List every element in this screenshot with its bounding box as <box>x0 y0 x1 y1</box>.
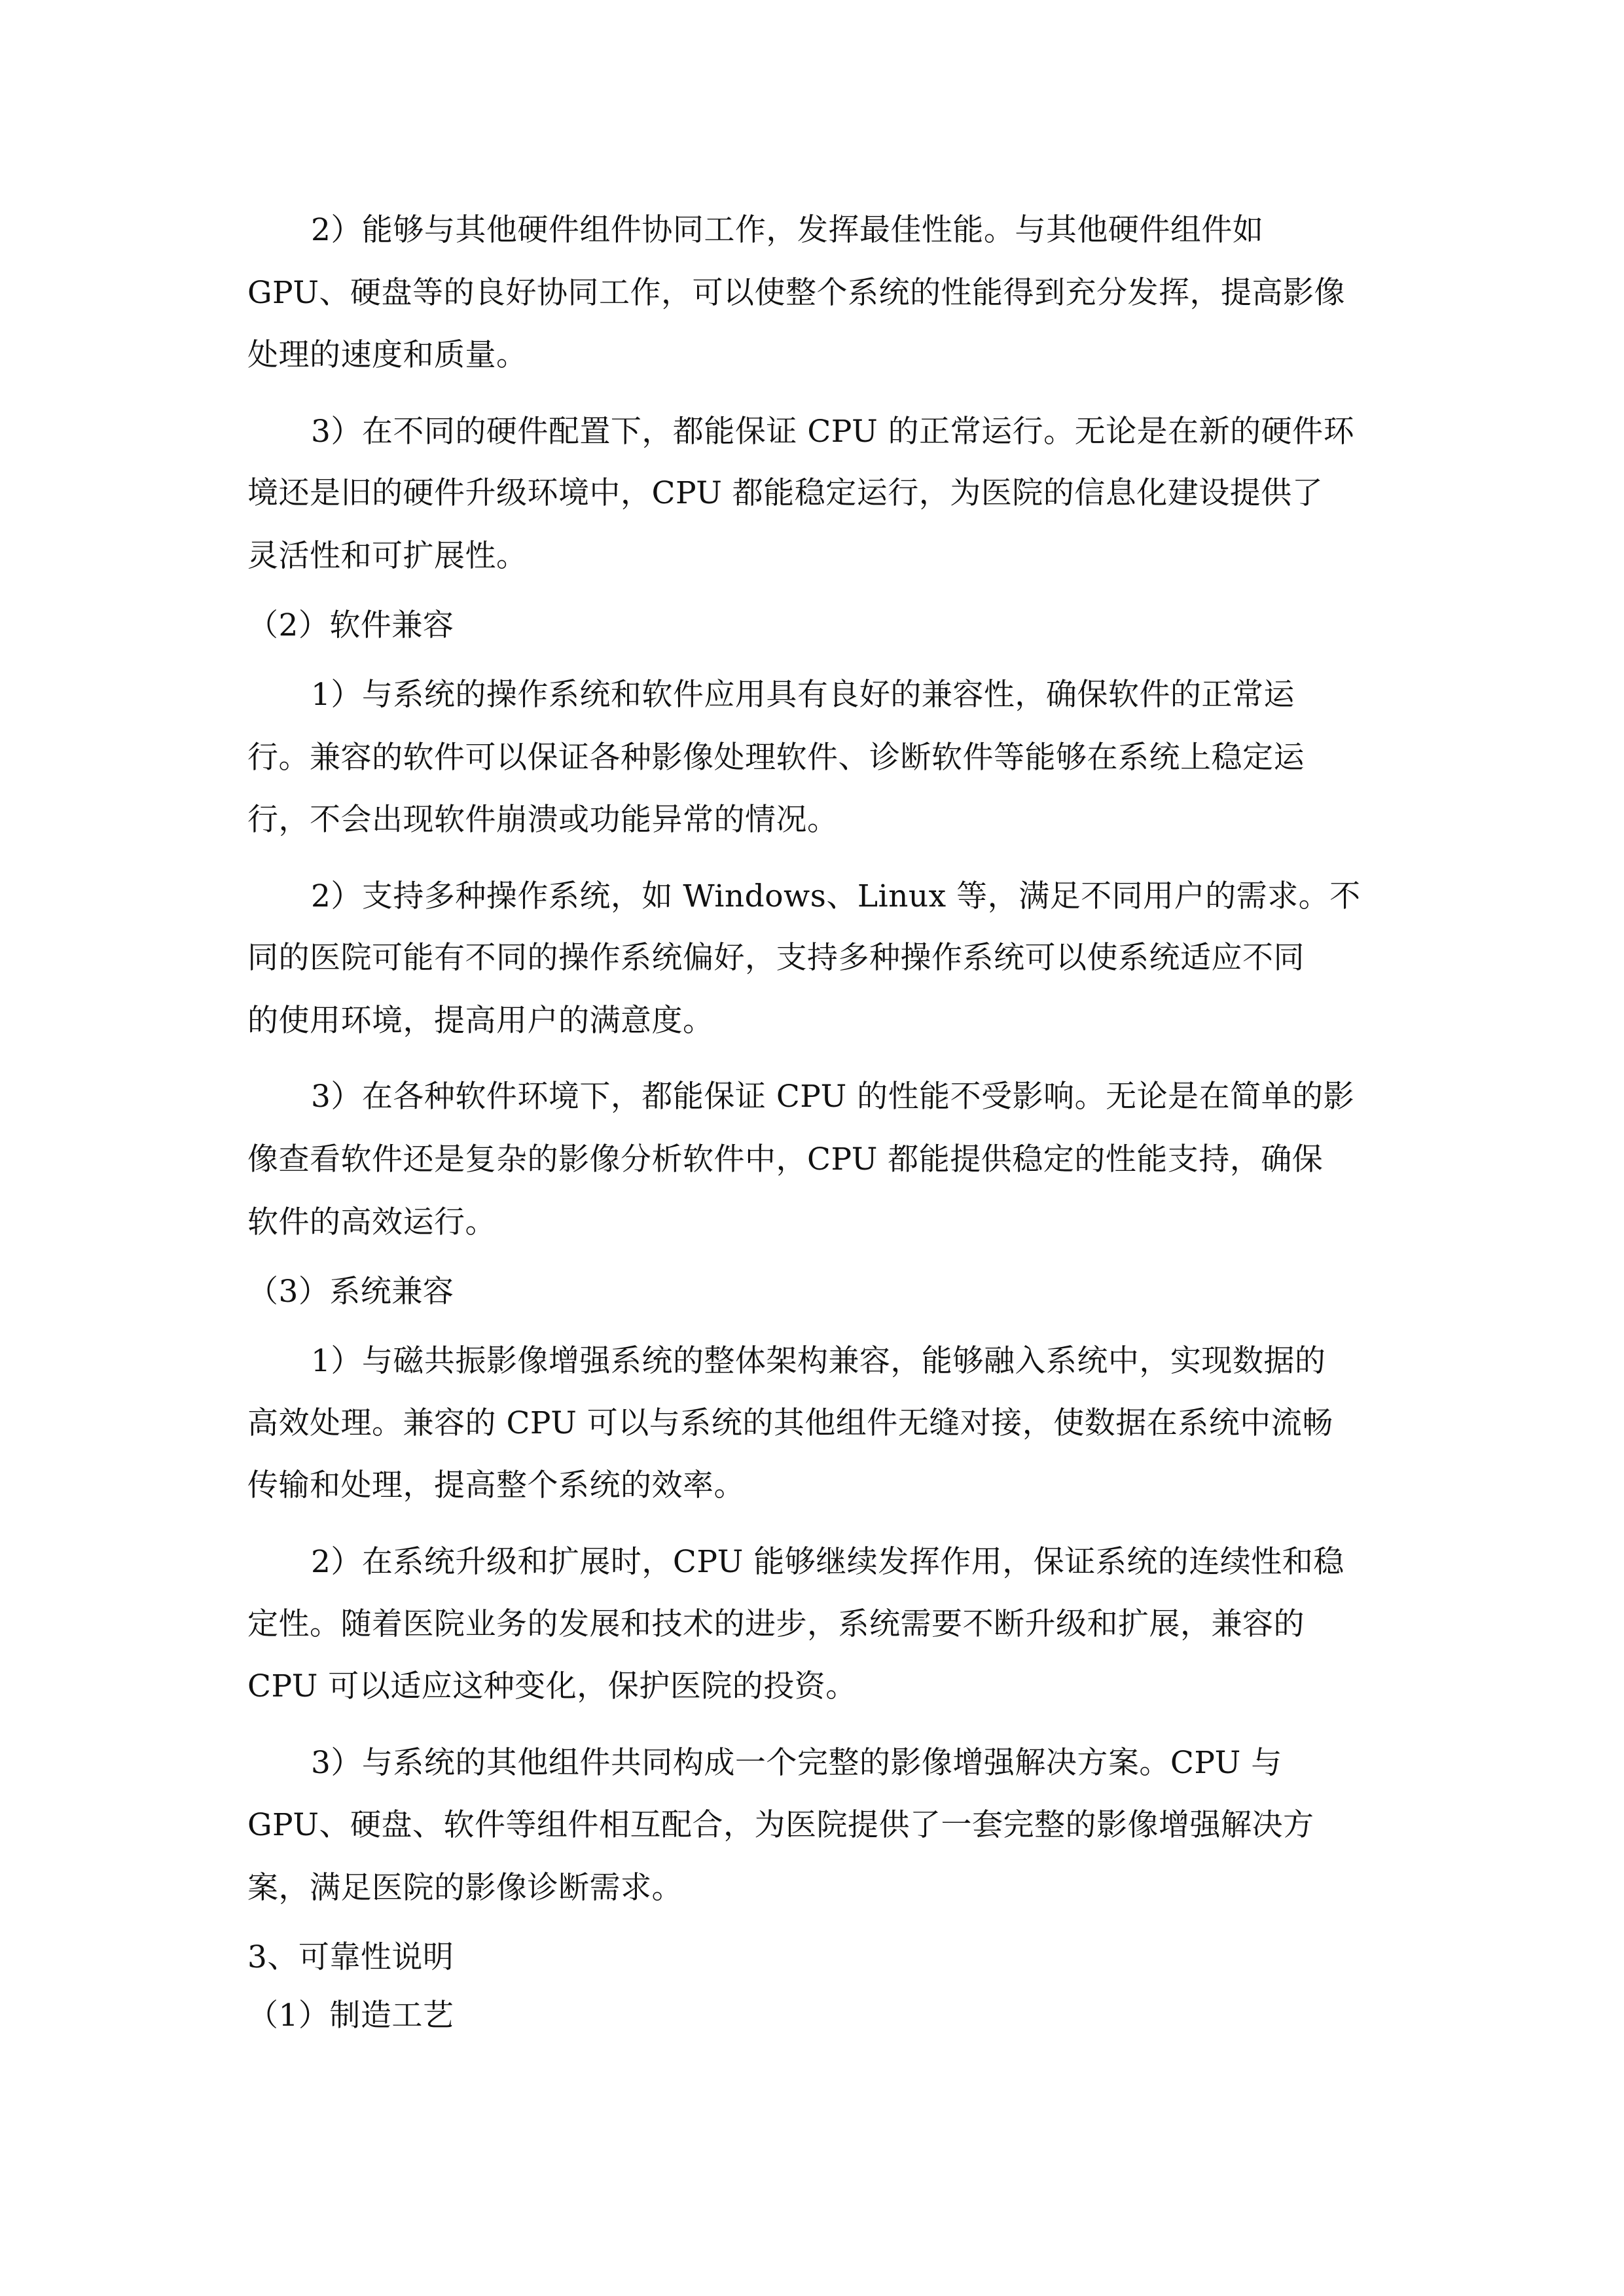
paragraph-software-3-line-2: 像查看软件还是复杂的影像分析软件中，CPU 都能提供稳定的性能支持，确保 <box>247 1141 1324 1177</box>
paragraph-hardware-3-line-1: 3）在不同的硬件配置下，都能保证 CPU 的正常运行。无论是在新的硬件环 <box>311 414 1355 450</box>
paragraph-system-2-line-3: CPU 可以适应这种变化，保护医院的投资。 <box>247 1668 857 1704</box>
paragraph-system-1-line-1: 1）与磁共振影像增强系统的整体架构兼容，能够融入系统中，实现数据的 <box>311 1343 1326 1379</box>
paragraph-software-2-line-2: 同的医院可能有不同的操作系统偏好，支持多种操作系统可以使系统适应不同 <box>247 940 1305 976</box>
paragraph-software-1-line-2: 行。兼容的软件可以保证各种影像处理软件、诊断软件等能够在系统上稳定运 <box>247 740 1305 776</box>
paragraph-system-1-line-3: 传输和处理，提高整个系统的效率。 <box>247 1467 745 1503</box>
paragraph-system-3-line-1: 3）与系统的其他组件共同构成一个完整的影像增强解决方案。CPU 与 <box>311 1745 1282 1781</box>
paragraph-hardware-2-line-2: GPU、硬盘等的良好协同工作，可以使整个系统的性能得到充分发挥，提高影像 <box>247 275 1345 311</box>
paragraph-software-1-line-3: 行，不会出现软件崩溃或功能异常的情况。 <box>247 802 839 838</box>
paragraph-software-2-line-1: 2）支持多种操作系统，如 Windows、Linux 等，满足不同用户的需求。不 <box>311 878 1361 914</box>
paragraph-software-2-line-3: 的使用环境，提高用户的满意度。 <box>247 1003 714 1039</box>
section-heading-reliability: 3、可靠性说明 <box>247 1939 454 1975</box>
paragraph-system-3-line-3: 案，满足医院的影像诊断需求。 <box>247 1870 683 1906</box>
paragraph-hardware-3-line-2: 境还是旧的硬件升级环境中，CPU 都能稳定运行，为医院的信息化建设提供了 <box>247 475 1324 511</box>
paragraph-system-1-line-2: 高效处理。兼容的 CPU 可以与系统的其他组件无缝对接，使数据在系统中流畅 <box>247 1405 1333 1441</box>
paragraph-software-3-line-1: 3）在各种软件环境下，都能保证 CPU 的性能不受影响。无论是在简单的影 <box>311 1079 1355 1115</box>
paragraph-software-3-line-3: 软件的高效运行。 <box>247 1204 496 1240</box>
paragraph-hardware-2-line-3: 处理的速度和质量。 <box>247 337 528 373</box>
paragraph-hardware-3-line-3: 灵活性和可扩展性。 <box>247 538 528 574</box>
section-heading-software-compatibility: （2）软件兼容 <box>247 607 454 643</box>
paragraph-software-1-line-1: 1）与系统的操作系统和软件应用具有良好的兼容性，确保软件的正常运 <box>311 677 1295 713</box>
paragraph-hardware-2-line-1: 2）能够与其他硬件组件协同工作，发挥最佳性能。与其他硬件组件如 <box>311 212 1264 248</box>
paragraph-system-2-line-1: 2）在系统升级和扩展时，CPU 能够继续发挥作用，保证系统的连续性和稳 <box>311 1544 1344 1580</box>
paragraph-system-2-line-2: 定性。随着医院业务的发展和技术的进步，系统需要不断升级和扩展，兼容的 <box>247 1606 1305 1642</box>
section-heading-manufacturing-process: （1）制造工艺 <box>247 1998 454 2034</box>
paragraph-system-3-line-2: GPU、硬盘、软件等组件相互配合，为医院提供了一套完整的影像增强解决方 <box>247 1807 1314 1843</box>
section-heading-system-compatibility: （3）系统兼容 <box>247 1274 454 1310</box>
